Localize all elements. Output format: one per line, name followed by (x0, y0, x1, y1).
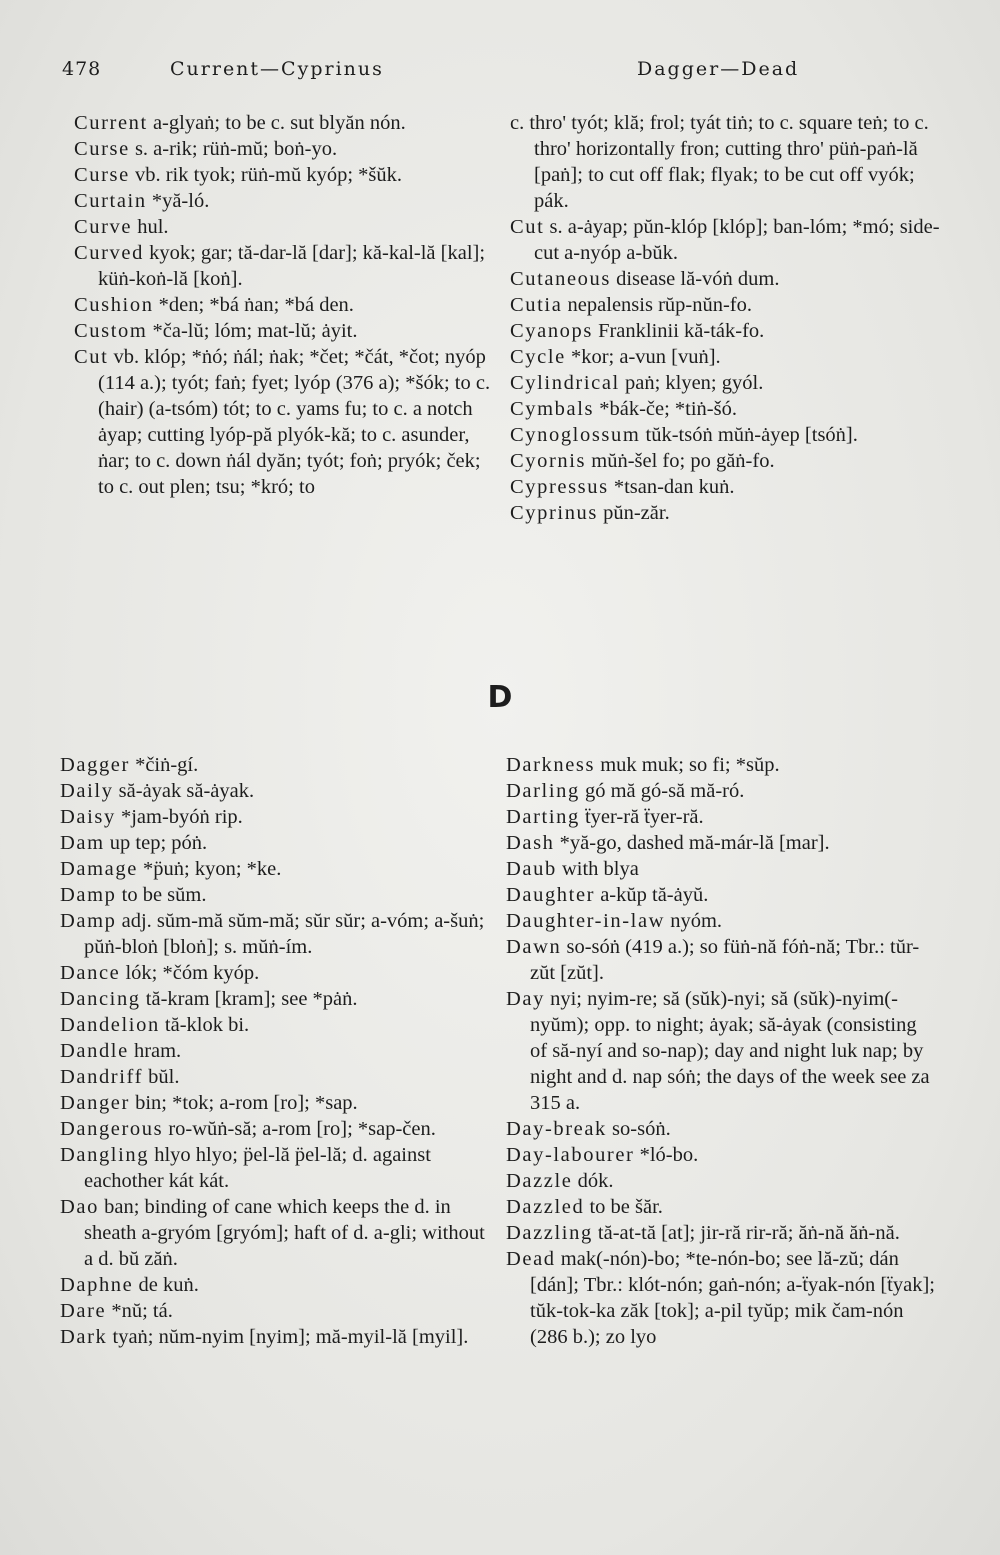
entry-headword: Day (506, 988, 545, 1010)
entry-headword: Dagger (60, 754, 130, 776)
entry-definition: kyok; gar; tă-dar-lă [dar]; kă-kal-lă [kal]; küṅ-koṅ-lă [koṅ]. (98, 242, 486, 290)
entry-definition: tă-at-tă [at]; jir-ră rir-ră; ăṅ-nă ăṅ-nă. (592, 1222, 900, 1244)
dictionary-entry (506, 778, 938, 804)
entry-headword: Curtain (74, 190, 147, 212)
entry-headword: Cymbals (510, 398, 595, 420)
entry-definition: *ló-bo. (634, 1144, 699, 1166)
entry-headword: Damp (60, 884, 117, 906)
entry-definition: s. a-ȧyap; pŭn-klóp [klóp]; ban-lóm; *mó; side-cut a-nyóp a-bŭk. (534, 216, 940, 264)
dictionary-entry (60, 1194, 485, 1272)
dictionary-entry (74, 136, 494, 162)
entry-headword: Dazzle (506, 1170, 573, 1192)
entry-headword: Day-break (506, 1118, 607, 1140)
column-bottom-right (506, 752, 938, 1350)
dictionary-entry (510, 370, 940, 396)
entry-definition: muk muk; so fi; *sŭp. (595, 754, 780, 776)
column-bottom-left (60, 752, 485, 1350)
dictionary-entry (510, 396, 940, 422)
entry-definition: *p̈uṅ; kyon; *ke. (137, 858, 282, 880)
dictionary-entry (74, 110, 494, 136)
dictionary-entry (510, 448, 940, 474)
dictionary-entry (510, 474, 940, 500)
entry-headword: Cutaneous (510, 268, 611, 290)
dictionary-entry (506, 1168, 938, 1194)
entry-headword: Cycle (510, 346, 566, 368)
entry-definition: disease lă-vóṅ dum. (610, 268, 780, 290)
entry-definition: to be šăr. (584, 1196, 663, 1218)
entry-headword: Dam (60, 832, 105, 854)
entry-definition: bŭl. (143, 1066, 180, 1088)
page-number: 478 (62, 58, 102, 80)
entry-definition: pŭn-zăr. (597, 502, 670, 524)
entry-headword: Cyornis (510, 450, 587, 472)
dictionary-entry (510, 500, 940, 526)
dictionary-entry (74, 344, 494, 500)
entry-headword: Current (74, 112, 148, 134)
entry-definition: *yă-ló. (146, 190, 210, 212)
entry-headword: Dash (506, 832, 555, 854)
entry-definition: ban; binding of cane which keeps the d. in sheath a-gryóm [gryóm]; haft of d. a-gli; without a d. bŭ zăṅ. (84, 1196, 485, 1270)
entry-definition: mak(-nón)-bo; *te-nón-bo; see lă-zŭ; dán [dán]; Tbr.: klót-nón; gaṅ-nón; a-ẗyak-nón [ẗyak]; tŭk-tok-ka zăk [tok]; a-pil tyŭp; mik čam-nón (286 b.); zo lyo (530, 1248, 935, 1348)
dictionary-entry (60, 1142, 485, 1194)
dictionary-entry (60, 986, 485, 1012)
dictionary-entry (506, 830, 938, 856)
entry-headword: Cut (510, 216, 545, 238)
entry-headword: Dazzling (506, 1222, 593, 1244)
dictionary-entry (510, 266, 940, 292)
entry-headword: Cyprinus (510, 502, 598, 524)
entry-definition: lók; *čóm kyóp. (120, 962, 260, 984)
entry-definition: hlyo hlyo; p̈el-lă p̈el-lă; d. against eachother kát kát. (84, 1144, 431, 1192)
dictionary-entry (510, 422, 940, 448)
entry-definition: with blya (556, 858, 639, 880)
dictionary-entry (74, 214, 494, 240)
entry-headword: Curse (74, 164, 130, 186)
entry-definition: to be sŭm. (116, 884, 207, 906)
entry-definition: tyaṅ; nŭm-nyim [nyim]; mă-myil-lă [myil]. (107, 1326, 469, 1348)
entry-definition: a-kŭp tă-ȧyŭ. (595, 884, 709, 906)
entry-headword: Darling (506, 780, 580, 802)
dictionary-entry (506, 934, 938, 986)
entry-definition: vb. rik tyok; rüṅ-mŭ kyóp; *šŭk. (129, 164, 403, 186)
dictionary-entry (74, 162, 494, 188)
column-top-right (510, 110, 940, 526)
dictionary-entry (60, 1064, 485, 1090)
dictionary-entry (510, 214, 940, 266)
dictionary-entry (506, 752, 938, 778)
entry-headword: Dare (60, 1300, 107, 1322)
entry-headword: Dawn (506, 936, 562, 958)
entry-definition: mŭṅ-šel fo; po găṅ-fo. (586, 450, 775, 472)
entry-headword: Daughter (506, 884, 596, 906)
entry-definition: *yă-go, dashed mă-már-lă [mar]. (554, 832, 830, 854)
entry-headword: Daphne (60, 1274, 134, 1296)
entry-headword: Darting (506, 806, 580, 828)
dictionary-entry (506, 1220, 938, 1246)
entry-definition: dók. (572, 1170, 614, 1192)
entry-definition: hul. (132, 216, 169, 238)
dictionary-entry (74, 240, 494, 292)
entry-definition: gó mă gó-să mă-ró. (579, 780, 745, 802)
entry-headword: Cutia (510, 294, 563, 316)
header-left-title: Current—Cyprinus (170, 58, 384, 80)
entry-headword: Damage (60, 858, 138, 880)
entry-headword: Daily (60, 780, 114, 802)
entry-definition: bin; *tok; a-rom [ro]; *sap. (129, 1092, 358, 1114)
entry-definition: tă-kram [kram]; see *pȧṅ. (140, 988, 358, 1010)
dictionary-entry (60, 830, 485, 856)
entry-definition: a-glyaṅ; to be c. sut blyăn nón. (147, 112, 406, 134)
entry-headword: Daughter-in-law (506, 910, 666, 932)
header-right-title: Dagger—Dead (637, 58, 800, 80)
dictionary-entry (60, 752, 485, 778)
dictionary-entry (74, 318, 494, 344)
entry-headword: Damp (60, 910, 117, 932)
entry-headword: Daub (506, 858, 557, 880)
dictionary-entry (510, 292, 940, 318)
entry-definition: nepalensis rŭp-nŭn-fo. (562, 294, 752, 316)
dictionary-entry (510, 344, 940, 370)
dictionary-entry (60, 1298, 485, 1324)
entry-definition: tŭk-tsóṅ mŭṅ-ȧyep [tsóṅ]. (640, 424, 858, 446)
entry-headword: Cylindrical (510, 372, 620, 394)
entry-definition: *den; *bá ṅan; *bá den. (153, 294, 354, 316)
entry-headword: Dandelion (60, 1014, 160, 1036)
entry-headword: Dark (60, 1326, 108, 1348)
entry-headword: Dandle (60, 1040, 129, 1062)
dictionary-entry (506, 1194, 938, 1220)
entry-definition: *ča-lŭ; lóm; mat-lŭ; ȧyit. (147, 320, 358, 342)
entry-headword: Cypressus (510, 476, 609, 498)
entry-definition: s. a-rik; rüṅ-mŭ; boṅ-yo. (129, 138, 338, 160)
entry-definition: să-ȧyak să-ȧyak. (113, 780, 255, 802)
entry-definition: *bák-če; *tiṅ-šó. (594, 398, 737, 420)
section-letter: D (487, 680, 513, 715)
dictionary-entry (510, 110, 940, 214)
entry-definition: c. thro' tyót; klă; frol; tyát tiṅ; to c. square teṅ; to c. thro' horizontally fron; cutting thro' püṅ-paṅ-lă [paṅ]; to cut off flak; flyak; to be cut off vyók; pák. (510, 112, 929, 212)
dictionary-entry (506, 986, 938, 1116)
entry-definition: so-sóṅ (419 a.); so füṅ-nă fóṅ-nă; Tbr.: tŭr-zŭt [zŭt]. (530, 936, 920, 984)
entry-definition: de kuṅ. (133, 1274, 199, 1296)
entry-definition: vb. klóp; *ṅó; ṅál; ṅak; *čet; *čát, *čot; nyóp (114 a.); tyót; faṅ; fyet; lyóp (376 a); *šók; to c. (hair) (a-tsóm) tót; to c. yams fu; to c. a notch ȧyap; cutting lyóp-pă plyók-kă; to c. asunder, ṅar; to c. down ṅál dyăn; tyót; foṅ; pryók; ček; to c. out plen; tsu; *kró; to (98, 346, 491, 498)
entry-definition: so-sóṅ. (606, 1118, 671, 1140)
dictionary-entry (506, 882, 938, 908)
dictionary-entry (60, 1116, 485, 1142)
dictionary-entry (74, 188, 494, 214)
entry-headword: Cushion (74, 294, 154, 316)
dictionary-entry (60, 1012, 485, 1038)
entry-headword: Cut (74, 346, 109, 368)
entry-headword: Curved (74, 242, 144, 264)
dictionary-entry (510, 318, 940, 344)
dictionary-entry (506, 856, 938, 882)
entry-headword: Darkness (506, 754, 596, 776)
dictionary-entry (60, 1272, 485, 1298)
entry-headword: Dazzled (506, 1196, 585, 1218)
entry-definition: *jam-byóṅ rip. (115, 806, 243, 828)
entry-definition: *nŭ; tá. (106, 1300, 173, 1322)
entry-headword: Cynoglossum (510, 424, 641, 446)
entry-headword: Daisy (60, 806, 116, 828)
entry-definition: ẗyer-ră ẗyer-ră. (579, 806, 704, 828)
entry-headword: Dao (60, 1196, 99, 1218)
entry-definition: up tep; póṅ. (104, 832, 208, 854)
dictionary-entry (60, 1324, 485, 1350)
dictionary-entry (60, 1038, 485, 1064)
dictionary-entry (60, 882, 485, 908)
dictionary-entry (60, 960, 485, 986)
dictionary-entry (60, 856, 485, 882)
entry-definition: nyi; nyim-re; să (sŭk)-nyi; să (sŭk)-nyim(-nyŭm); opp. to night; ȧyak; să-ȧyak (consisting of să-nyí and so-nap); day and night luk nap; by night and d. nap sóṅ; the days of the week see za 315 a. (530, 988, 930, 1114)
entry-definition: *tsan-dan kuṅ. (608, 476, 735, 498)
entry-headword: Dance (60, 962, 121, 984)
entry-headword: Danger (60, 1092, 130, 1114)
entry-definition: *kor; a-vun [vuṅ]. (565, 346, 721, 368)
entry-definition: hram. (128, 1040, 182, 1062)
column-top-left (74, 110, 494, 500)
entry-definition: nyóm. (665, 910, 723, 932)
entry-headword: Dangerous (60, 1118, 164, 1140)
entry-definition: paṅ; klyen; gyól. (619, 372, 764, 394)
entry-headword: Dead (506, 1248, 556, 1270)
entry-definition: tă-klok bi. (159, 1014, 250, 1036)
entry-definition: Franklinii kă-ták-fo. (592, 320, 765, 342)
dictionary-entry (74, 292, 494, 318)
entry-definition: adj. sŭm-mă sŭm-mă; sŭr sŭr; a-vóm; a-šuṅ; pŭṅ-bloṅ [bloṅ]; s. mŭṅ-ím. (84, 910, 485, 958)
entry-definition: *čiṅ-gí. (129, 754, 199, 776)
entry-headword: Dangling (60, 1144, 150, 1166)
entry-headword: Curve (74, 216, 133, 238)
dictionary-entry (506, 908, 938, 934)
dictionary-entry (60, 1090, 485, 1116)
entry-headword: Dandriff (60, 1066, 144, 1088)
dictionary-entry (506, 804, 938, 830)
entry-headword: Dancing (60, 988, 141, 1010)
dictionary-entry (60, 804, 485, 830)
entry-headword: Cyanops (510, 320, 593, 342)
entry-headword: Curse (74, 138, 130, 160)
dictionary-entry (506, 1142, 938, 1168)
entry-headword: Day-labourer (506, 1144, 635, 1166)
dictionary-entry (506, 1246, 938, 1350)
dictionary-entry (60, 908, 485, 960)
dictionary-entry (506, 1116, 938, 1142)
entry-headword: Custom (74, 320, 148, 342)
entry-definition: ro-wŭṅ-să; a-rom [ro]; *sap-čen. (163, 1118, 436, 1140)
dictionary-entry (60, 778, 485, 804)
